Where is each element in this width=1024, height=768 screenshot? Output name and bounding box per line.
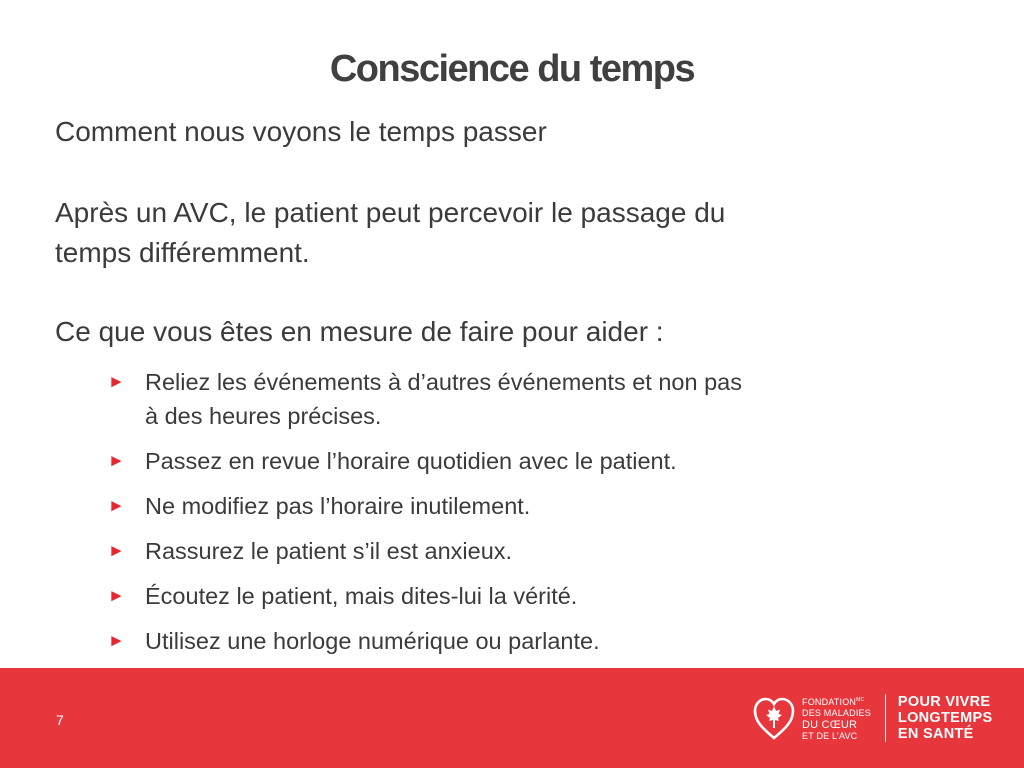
list-item-text: Écoutez le patient, mais dites-lui la vérité. [145,583,578,609]
slide-subtitle: Comment nous voyons le temps passer [55,116,547,147]
list-item [108,444,968,478]
list-item [108,489,968,523]
logo-slogan-line: EN SANTÉ [897,726,974,742]
logo-org-line: DU CŒUR [802,718,858,731]
slide-title: Conscience du temps [329,48,695,90]
list-item-text: Rassurez le patient s’il est anxieux. [145,538,513,564]
triangle-right-icon: ► [108,541,125,560]
logo-org-line: DES MALADIES [802,707,871,718]
intro-paragraph-line: Après un AVC, le patient peut percevoir le passage du [55,197,726,228]
logo-organization-name [802,695,871,742]
help-bullet-list [108,365,968,669]
list-item-text: Utilisez une horloge numérique ou parlante. [145,628,600,654]
list-item-line: à des heures précises. [145,403,382,429]
logo-slogan [898,694,993,742]
logo-slogan-line: POUR VIVRE [897,694,991,710]
logo-org-line: $FONDATION^{MC}$ [802,696,865,707]
triangle-right-icon: ► [108,586,125,605]
triangle-right-icon: ► [108,631,125,650]
page-number: 7 [56,712,64,728]
triangle-right-icon: ► [108,451,125,470]
logo-org-line: ET DE L’AVC [802,730,858,741]
list-item-text: Ne modifiez pas l’horaire inutilement. [145,493,531,519]
help-heading: Ce que vous êtes en mesure de faire pour aider : [55,316,664,347]
list-item [108,579,968,613]
logo-divider [885,694,886,742]
list-item [108,534,968,568]
logo-slogan-line: LONGTEMPS [897,710,993,726]
list-item [108,365,968,433]
triangle-right-icon: ► [108,372,125,391]
list-item-text [145,365,968,433]
list-item-line: Reliez les événements à d’autres événements et non pas [145,369,742,395]
intro-paragraph [55,193,975,273]
heart-maple-torch-icon [752,694,796,742]
footer-bar [0,668,1024,768]
triangle-right-icon: ► [108,496,125,515]
heart-and-stroke-logo [752,690,992,746]
list-item-text: Passez en revue l’horaire quotidien avec le patient. [145,448,677,474]
list-item [108,624,968,658]
intro-paragraph-line: temps différemment. [55,237,310,268]
